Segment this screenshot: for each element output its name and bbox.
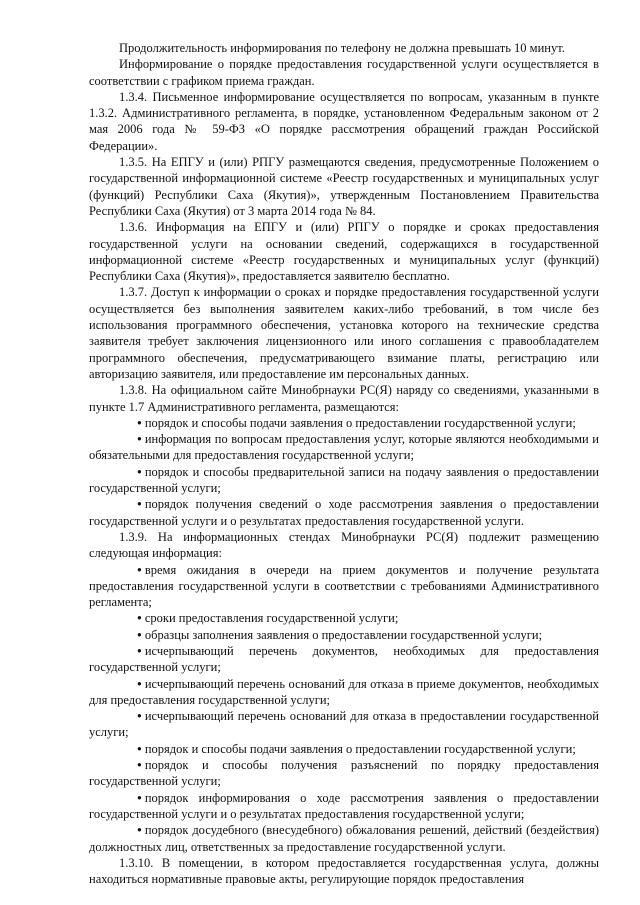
list-item-text: порядок информирования о ходе рассмотрения заявления о предоставлении государственной услуги и о результатах предоставления государственной услуги; — [89, 790, 599, 821]
document-page — [89, 40, 599, 887]
list-item-text: порядок досудебного (внесудебного) обжалования решений, действий (бездействия) должностных лиц, ответственных за предоставление государственной услуги. — [89, 823, 599, 854]
list-item-text: порядок получения сведений о ходе рассмотрения заявления о предоставлении государственной услуги и о результатах предоставления государственной услуги. — [89, 497, 599, 528]
list-item-text: сроки предоставления государственной услуги; — [144, 611, 399, 626]
list-item — [89, 562, 599, 611]
list-item-text: порядок и способы подачи заявления о предоставлении государственной услуги; — [144, 415, 576, 430]
bullet-icon: ● — [137, 711, 142, 721]
list-item — [89, 415, 599, 431]
paragraph: Информирование о порядке предоставления государственной услуги осуществляется в соответствии с графиком приема граждан. — [89, 57, 599, 88]
bullet-icon: ● — [137, 629, 142, 639]
paragraph: 1.3.8. На официальном сайте Минобрнауки РС(Я) наряду со сведениями, указанными в пункте 1.7 Административного регламента, размещаются: — [89, 383, 599, 414]
list-item-text: время ожидания в очереди на прием документов и получение результата предоставления государственной услуги в соответствии с требованиями Административного регламента; — [89, 562, 599, 610]
bullet-icon: ● — [137, 825, 142, 835]
list-item — [89, 790, 599, 823]
paragraph: 1.3.5. На ЕПГУ и (или) РПГУ размещаются сведения, предусмотренные Положением о государственной информационной системе «Реестр государственных и муниципальных услуг (функций) Республики Саха (Якутия)», утвержденным Постановлением Правительства Республики Саха (Якутия) от 3 марта 2014 года № 84. — [89, 155, 599, 218]
paragraph: 1.3.9. На информационных стендах Минобрнауки РС(Я) подлежит размещению следующая информация: — [89, 529, 599, 561]
list-item-text: информация по вопросам предоставления услуг, которые являются необходимыми и обязательными для предоставления государственной услуги; — [89, 432, 599, 463]
list-item-text: исчерпывающий перечень оснований для отказа в предоставлении государственной услуги; — [89, 709, 599, 740]
paragraph: 1.3.7. Доступ к информации о сроках и порядке предоставления государственной услуги осуществляется без выполнения заявителем каких-либо требований, в том числе без использования программного обеспечения, установка которого на технические средства заявителя требует заключения лицензионного или иного соглашения с правообладателем программного обеспечения, предусматривающего взимание платы, регистрацию или авторизацию заявителя, или предоставление им персональных данных. — [89, 285, 599, 381]
list-item-text: образцы заполнения заявления о предоставлении государственной услуги; — [144, 627, 543, 642]
stand-info-list — [89, 562, 599, 855]
paragraph: 1.3.10. В помещении, в котором предоставляется государственная услуга, должны находиться нормативные правовые акты, регулирующие порядок предоставления — [89, 855, 599, 887]
list-item — [89, 643, 599, 676]
list-item-text: исчерпывающий перечень оснований для отказа в приеме документов, необходимых для предоставления государственной услуги; — [89, 676, 599, 707]
list-item — [89, 496, 599, 529]
list-item-text: порядок и способы получения разъяснений по порядку предоставления государственной услуги; — [89, 758, 599, 789]
bullet-icon: ● — [137, 613, 142, 623]
list-item-text: исчерпывающий перечень документов, необходимых для предоставления государственной услуги; — [89, 643, 599, 675]
list-item — [89, 676, 599, 709]
list-item — [89, 822, 599, 855]
bullet-icon: ● — [137, 743, 142, 753]
list-item — [89, 708, 599, 741]
list-item-text: порядок и способы предварительной записи на подачу заявления о предоставлении государственной услуги; — [89, 464, 599, 496]
list-item — [89, 610, 599, 626]
bullet-icon: ● — [137, 678, 142, 688]
bullet-icon: ● — [137, 760, 142, 770]
bullet-icon: ● — [137, 434, 142, 444]
bullet-icon: ● — [137, 417, 142, 427]
bullet-icon: ● — [137, 645, 142, 655]
list-item — [89, 627, 599, 643]
paragraph: Продолжительность информирования по телефону не должна превышать 10 минут. — [119, 41, 565, 55]
list-item — [89, 741, 599, 757]
bullet-icon: ● — [137, 499, 142, 509]
list-item — [89, 464, 599, 497]
list-item — [89, 431, 599, 464]
bullet-icon: ● — [137, 564, 142, 574]
website-info-list — [89, 415, 599, 529]
list-item-text: порядок и способы подачи заявления о предоставлении государственной услуги; — [144, 741, 576, 756]
bullet-icon: ● — [137, 792, 142, 802]
bullet-icon: ● — [137, 466, 142, 476]
paragraph: 1.3.6. Информация на ЕПГУ и (или) РПГУ о порядке и сроках предоставления государственной услуги на основании сведений, содержащихся в государственной информационной системе «Реестр государственных и муниципальных услуг (функций) Республики Саха (Якутия)», предоставляется заявителю бесплатно. — [89, 220, 599, 284]
paragraph: 1.3.4. Письменное информирование осуществляется по вопросам, указанным в пункте 1.3.2. Административного регламента, в порядке, установленном Федеральным законом от 2 мая 2006 года № 59-ФЗ «О порядке рассмотрения обращений граждан Российской Федерации». — [89, 89, 599, 153]
list-item — [89, 757, 599, 790]
